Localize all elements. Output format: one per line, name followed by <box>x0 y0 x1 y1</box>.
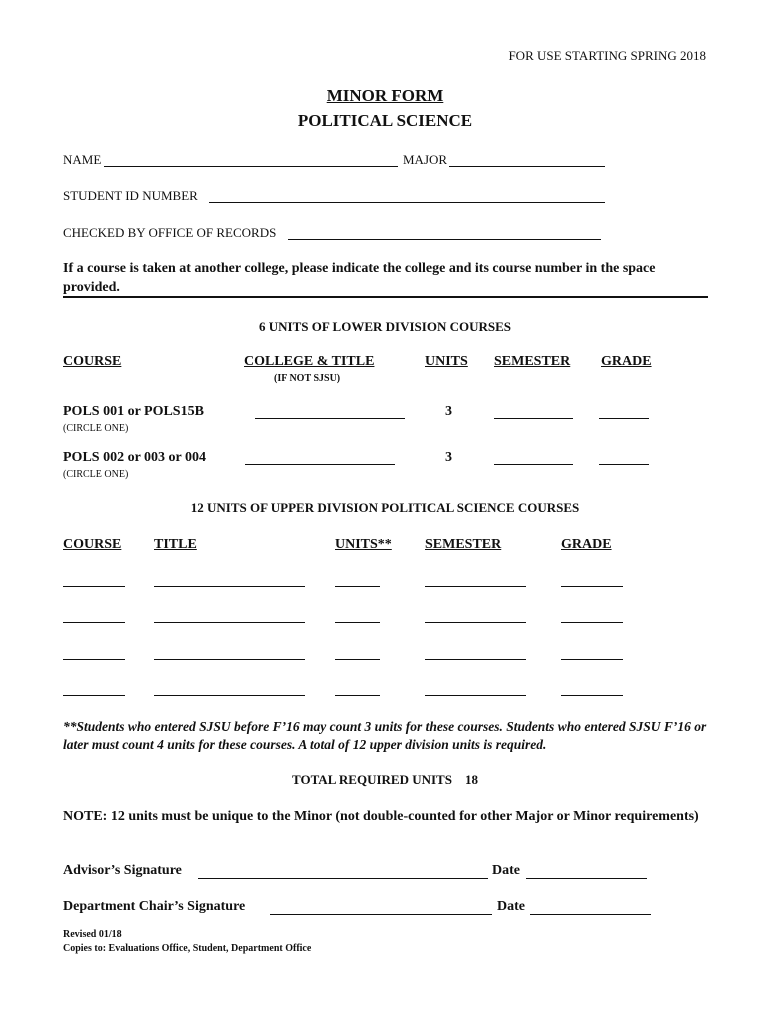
advisor-signature-field[interactable] <box>198 878 488 879</box>
upper-row-course-field[interactable] <box>63 586 125 587</box>
instruction-text: If a course is taken at another college, please indicate the college and its course number in the space provided. <box>63 261 656 295</box>
upper-division-heading: 12 UNITS OF UPPER DIVISION POLITICAL SCIENCE COURSES <box>190 500 580 515</box>
upper-col-grade: GRADE <box>561 537 612 552</box>
checked-by-field[interactable] <box>288 239 601 240</box>
upper-col-course: COURSE <box>63 537 122 552</box>
upper-row-grade-field[interactable] <box>561 622 623 623</box>
upper-row-units-field[interactable] <box>335 659 380 660</box>
upper-row-course-field[interactable] <box>63 695 125 696</box>
upper-row-course-field[interactable] <box>63 622 125 623</box>
lower-row-1-college-field[interactable] <box>255 418 405 419</box>
copies-note: Copies to: Evaluations Office, Student, Department Office <box>63 943 312 954</box>
lower-division-heading: 6 UNITS OF LOWER DIVISION COURSES <box>259 319 511 334</box>
total-units <box>0 772 770 788</box>
lower-row-1-units: 3 <box>445 404 452 419</box>
lower-row-1-grade-field[interactable] <box>599 418 649 419</box>
section-divider <box>63 296 708 298</box>
revised-note: Revised 01/18 <box>63 929 122 940</box>
col-college-title: COLLEGE & TITLE <box>244 354 375 369</box>
col-course: COURSE <box>63 354 122 369</box>
upper-footnote: **Students who entered SJSU before F’16 may count 3 units for these courses. Students who entered SJSU F’16 or later must count 4 units for these courses. A total of 12 upper division units is required. <box>63 719 707 752</box>
col-college-note: (IF NOT SJSU) <box>274 373 341 384</box>
advisor-date-field[interactable] <box>526 878 647 879</box>
advisor-signature-label: Advisor’s Signature <box>63 863 182 878</box>
lower-row-2-grade-field[interactable] <box>599 464 649 465</box>
lower-row-1-note: (CIRCLE ONE) <box>63 423 129 434</box>
lower-row-2-course: POLS 002 or 003 or 004 <box>63 450 206 465</box>
upper-row-semester-field[interactable] <box>425 622 526 623</box>
chair-date-label: Date <box>497 899 525 914</box>
upper-col-semester: SEMESTER <box>425 537 502 552</box>
lower-row-1-semester-field[interactable] <box>494 418 573 419</box>
col-units: UNITS <box>425 354 468 369</box>
chair-signature-field[interactable] <box>270 914 492 915</box>
upper-row-course-field[interactable] <box>63 659 125 660</box>
chair-signature-label: Department Chair’s Signature <box>63 899 246 914</box>
form-title: MINOR FORM <box>326 86 444 105</box>
student-id-field[interactable] <box>209 202 605 203</box>
unique-units-note: NOTE: 12 units must be unique to the Minor (not double-counted for other Major or Minor requirements) <box>63 809 699 824</box>
major-field[interactable] <box>449 166 605 167</box>
upper-row-semester-field[interactable] <box>425 659 526 660</box>
upper-row-grade-field[interactable] <box>561 659 623 660</box>
col-semester: SEMESTER <box>494 354 571 369</box>
name-label: NAME <box>63 152 102 167</box>
upper-row-units-field[interactable] <box>335 586 380 587</box>
upper-col-title: TITLE <box>154 537 197 552</box>
upper-row-semester-field[interactable] <box>425 695 526 696</box>
form-subtitle: POLITICAL SCIENCE <box>297 111 473 130</box>
upper-row-grade-field[interactable] <box>561 586 623 587</box>
upper-col-units: UNITS** <box>335 537 392 552</box>
top-note: FOR USE STARTING SPRING 2018 <box>508 48 706 63</box>
lower-row-1-course: POLS 001 or POLS15B <box>63 404 204 419</box>
upper-row-title-field[interactable] <box>154 622 305 623</box>
upper-row-grade-field[interactable] <box>561 695 623 696</box>
name-field[interactable] <box>104 166 398 167</box>
lower-row-2-semester-field[interactable] <box>494 464 573 465</box>
upper-row-units-field[interactable] <box>335 695 380 696</box>
checked-by-label: CHECKED BY OFFICE OF RECORDS <box>63 225 277 240</box>
lower-row-2-note: (CIRCLE ONE) <box>63 469 129 480</box>
chair-date-field[interactable] <box>530 914 651 915</box>
upper-row-title-field[interactable] <box>154 586 305 587</box>
student-id-label: STUDENT ID NUMBER <box>63 188 198 203</box>
advisor-date-label: Date <box>492 863 520 878</box>
upper-row-units-field[interactable] <box>335 622 380 623</box>
upper-row-title-field[interactable] <box>154 659 305 660</box>
upper-row-semester-field[interactable] <box>425 586 526 587</box>
major-label: MAJOR <box>403 152 448 167</box>
lower-row-2-college-field[interactable] <box>245 464 395 465</box>
total-units-value: 18 <box>464 772 478 787</box>
upper-row-title-field[interactable] <box>154 695 305 696</box>
col-grade: GRADE <box>601 354 652 369</box>
lower-row-2-units: 3 <box>445 450 452 465</box>
total-units-label: TOTAL REQUIRED UNITS <box>292 772 452 787</box>
